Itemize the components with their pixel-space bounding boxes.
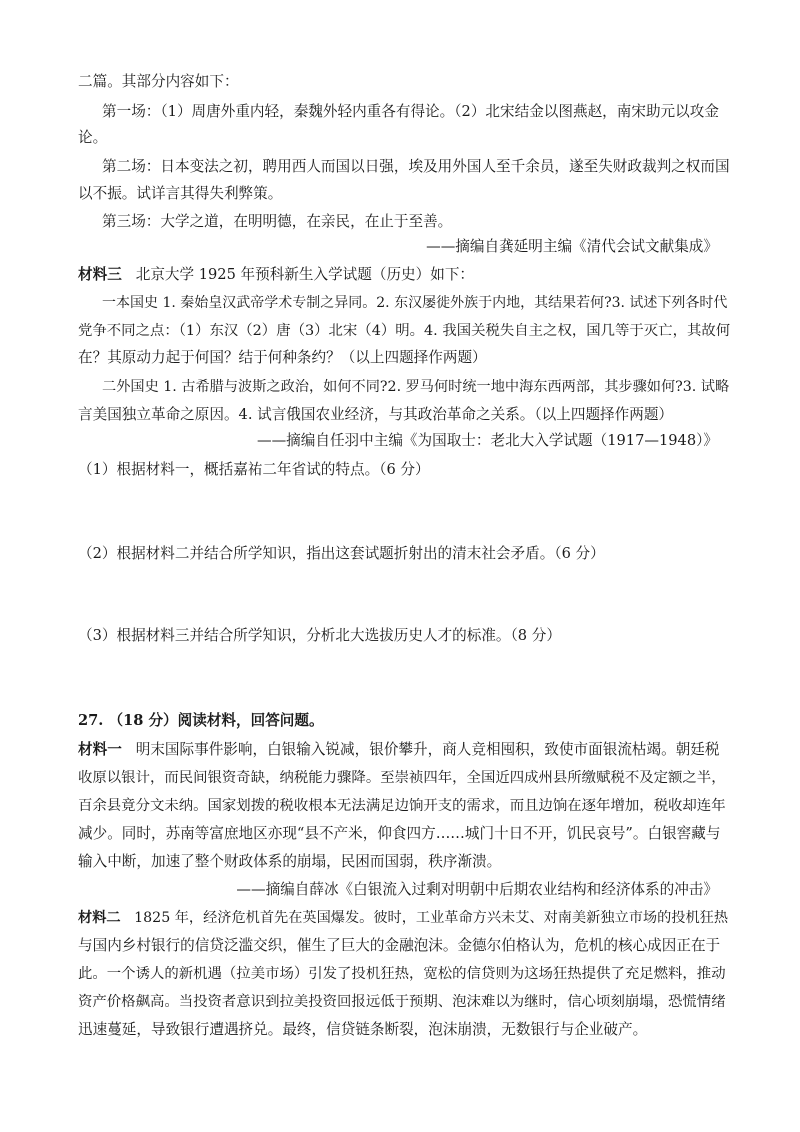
source-citation-material2: ——摘编自龚延明主编《清代会试文献集成》 [426, 238, 718, 255]
material1-line: 收原以银计，而民间银资奇缺，纳税能力骤降。至崇祯四年，全国近四成州县所缴赋税不及定额之半， [78, 770, 726, 786]
material1-line: 减少。同时，苏南等富庶地区亦现“县不产米，仰食四方……城门十日不开，饥民哀号”。白银窖藏与 [78, 825, 721, 842]
question-item: （2）根据材料二并结合所学知识，指出这套试题折射出的清末社会矛盾。（6 分） [78, 545, 605, 562]
source-citation-27-material1: ——摘编自薛冰《白银流入过剩对明朝中后期农业结构和经济体系的冲击》 [236, 881, 718, 898]
material2-first-line [78, 908, 728, 928]
material3-header: 北京大学 1925 年预科新生入学试题（历史）如下： [135, 266, 475, 283]
question-item: （1）根据材料一，概括嘉祐二年省试的特点。（6 分） [78, 461, 430, 478]
exam-second-line-1: 第二场：日本变法之初，聘用西人而国以日强，埃及用外国人至千余员，遂至失财政裁判之权而国 [102, 158, 730, 175]
material1-text: 明末国际事件影响，白银输入锐减，银价攀升，商人竞相囤积，致使市面银流枯竭。朝廷税 [135, 741, 720, 758]
material3-heading [78, 265, 474, 285]
foreign-history-line: 二外国史 1. 古希腊与波斯之政治，如何不同?2. 罗马何时统一地中海东西两部，其步骤如何?3. 试略 [102, 379, 730, 395]
source-citation-material3: ——摘编自任羽中主编《为国取士：老北大入学试题（1917—1948）》 [256, 432, 718, 449]
material1-label: 材料一 [78, 741, 122, 758]
domestic-history-line: 一本国史 1. 秦始皇汉武帝学术专制之异同。2. 东汉屡徙外族于内地，其结果若何?3. 试述下列各时代 [102, 295, 728, 311]
intro-line: 二篇。其部分内容如下： [78, 73, 239, 90]
material2-text: 1825 年，经济危机首先在英国爆发。彼时，工业革命方兴未艾、对南美新独立市场的投机狂热 [134, 910, 729, 926]
material1-line: 输入中断，加速了整个财政体系的崩塌，民困而国弱，秩序渐溃。 [78, 853, 502, 870]
exam-third-line: 第三场：大学之道，在明明德，在亲民，在止于至善。 [102, 213, 453, 230]
foreign-history-line: 言美国独立革命之原因。4. 试言俄国农业经济，与其政治革命之关系。（以上四题择作两题） [78, 406, 674, 423]
domestic-history-line: 在？其原动力起于何国？结于何种条约？（以上四题择作两题） [78, 349, 487, 366]
material1-line: 百余县竟分文未纳。国家划拨的税收根本无法满足边饷开支的需求，而且边饷在逐年增加，税收却连年 [78, 798, 726, 814]
material2-line: 此。一个诱人的新机遇（拉美市场）引发了投机狂热，宽松的信贷则为这场狂热提供了充足燃料，推动 [78, 966, 726, 982]
material2-line: 资产价格飙高。当投资者意识到拉美投资回报远低于预期、泡沫难以为继时，信心顷刻崩塌，恐慌情绪 [78, 994, 726, 1010]
material2-line: 迅速蔓延，导致银行遭遇挤兑。最终，信贷链条断裂，泡沫崩溃，无数银行与企业破产。 [78, 1021, 648, 1038]
material3-label: 材料三 [78, 266, 122, 283]
domestic-history-line: 党争不同之点：（1）东汉（2）唐（3）北宋（4）明。4. 我国关税失自主之权，国几等于灭亡，其故何 [78, 323, 731, 339]
question-27-title: 27. （18 分）阅读材料，回答问题。 [78, 712, 324, 729]
exam-first-line-1: 第一场：（1）周唐外重内轻，秦魏外轻内重各有得论。（2）北宋结金以图燕赵，南宋助元以攻金 [102, 103, 719, 120]
material1-first-line [78, 740, 719, 760]
exam-first-line-2: 论。 [78, 129, 108, 146]
material2-line: 与国内乡村银行的信贷泛滥交织，催生了巨大的金融泡沫。金德尔伯格认为，危机的核心成因正在于 [78, 937, 721, 954]
exam-second-line-2: 以不振。试详言其得失利弊策。 [78, 185, 283, 202]
question-item: （3）根据材料三并结合所学知识，分析北大选拔历史人才的标准。（8 分） [78, 627, 561, 644]
material2-label: 材料二 [78, 910, 121, 926]
